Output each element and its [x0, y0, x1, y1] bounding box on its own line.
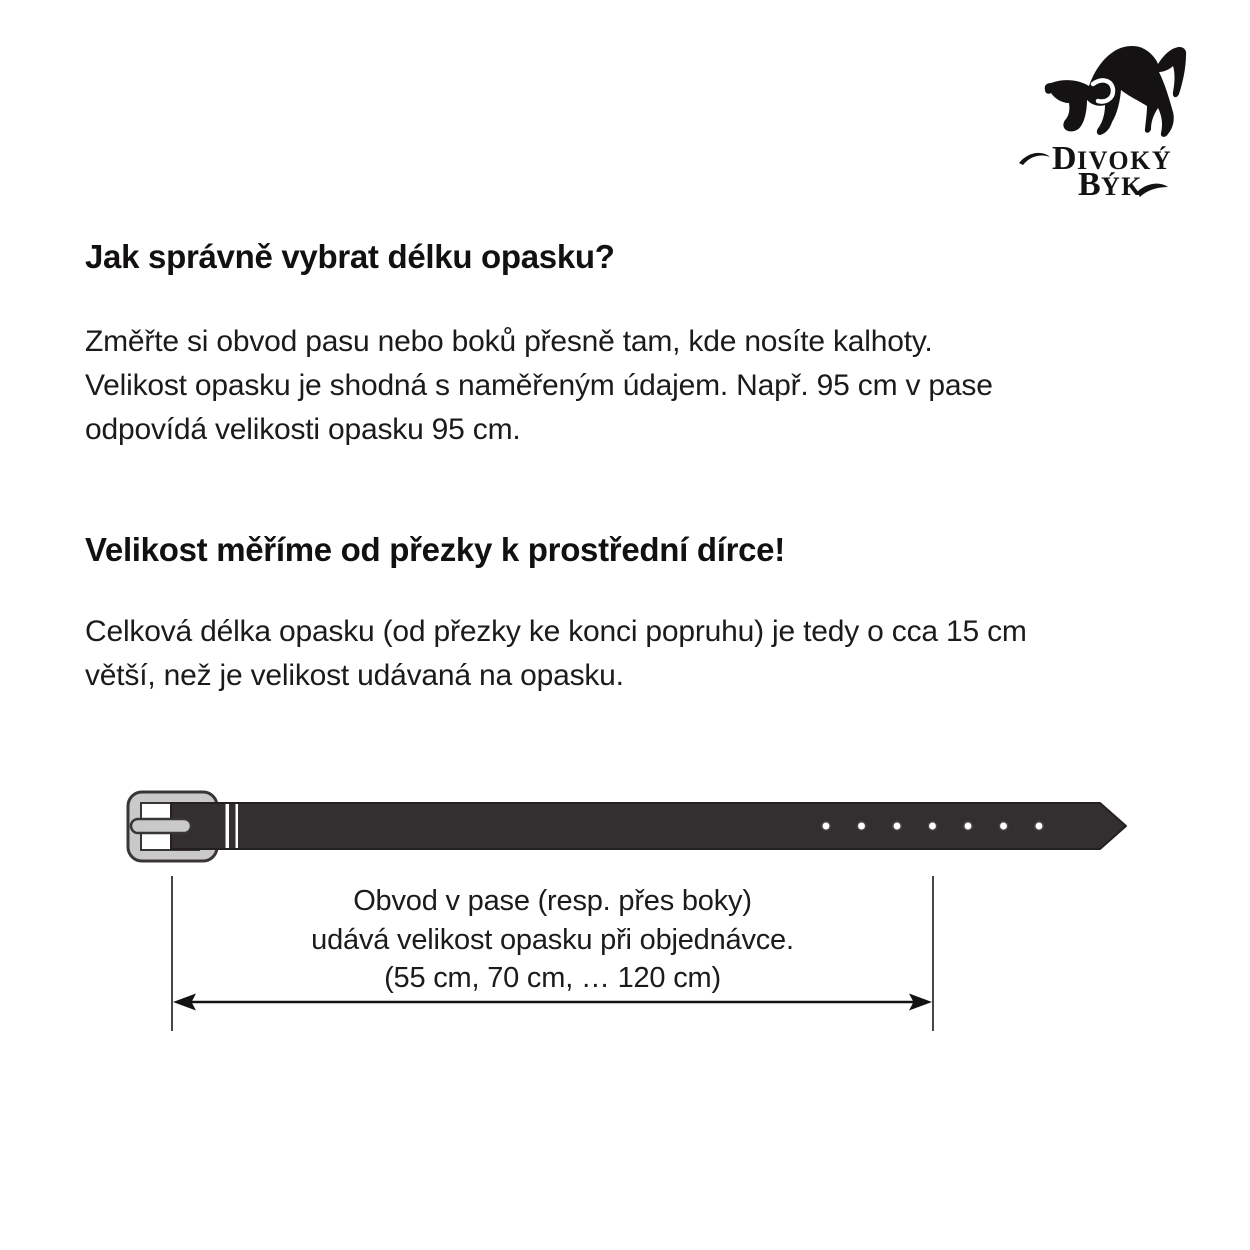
bull-icon: [1005, 22, 1205, 212]
section1-heading: Jak správně vybrat délku opasku?: [85, 238, 615, 275]
brand-word2-initial: B: [1078, 166, 1101, 203]
belt-hole: [1035, 822, 1043, 830]
paragraph-line: větší, než je velikost udávaná na opasku.: [85, 659, 624, 692]
diagram-caption: [172, 882, 933, 998]
belt-strap: [171, 803, 1126, 849]
caption-line: Obvod v pase (resp. přes boky): [353, 885, 752, 917]
caption-line: udává velikost opasku při objednávce.: [311, 923, 794, 956]
belt-loop-line: [226, 804, 230, 848]
paragraph-line: Změřte si obvod pasu nebo boků přesně tam, kde nosíte kalhoty.: [85, 325, 933, 358]
belt-hole: [893, 822, 901, 830]
paragraph-line: Celková délka opasku (od přezky ke konci popruhu) je tedy o cca 15 cm: [85, 615, 1027, 648]
paragraph-line: Velikost opasku je shodná s naměřeným údajem. Např. 95 cm v pase: [85, 369, 993, 402]
brand-logo: [1005, 22, 1205, 212]
section2-heading: Velikost měříme od přezky k prostřední dírce!: [85, 531, 785, 568]
belt-hole: [999, 822, 1007, 830]
belt-loop-line: [236, 804, 239, 848]
belt-hole: [822, 822, 830, 830]
brand-word2-rest: ÝK: [1101, 172, 1143, 201]
brand-word1-initial: D: [1052, 140, 1077, 177]
bull-silhouette-path: [1045, 46, 1186, 137]
belt-hole-middle: [928, 822, 936, 830]
flourish-left: [1019, 153, 1050, 165]
section1-paragraph: [85, 320, 993, 452]
belt-hole: [964, 822, 972, 830]
brand-word1-rest: IVOKÝ: [1077, 146, 1173, 175]
belt-hole: [857, 822, 865, 830]
section2-paragraph: [85, 610, 1027, 698]
paragraph-line: odpovídá velikosti opasku 95 cm.: [85, 413, 521, 446]
caption-line: (55 cm, 70 cm, … 120 cm): [384, 962, 721, 994]
belt-buckle-prong: [131, 819, 191, 833]
